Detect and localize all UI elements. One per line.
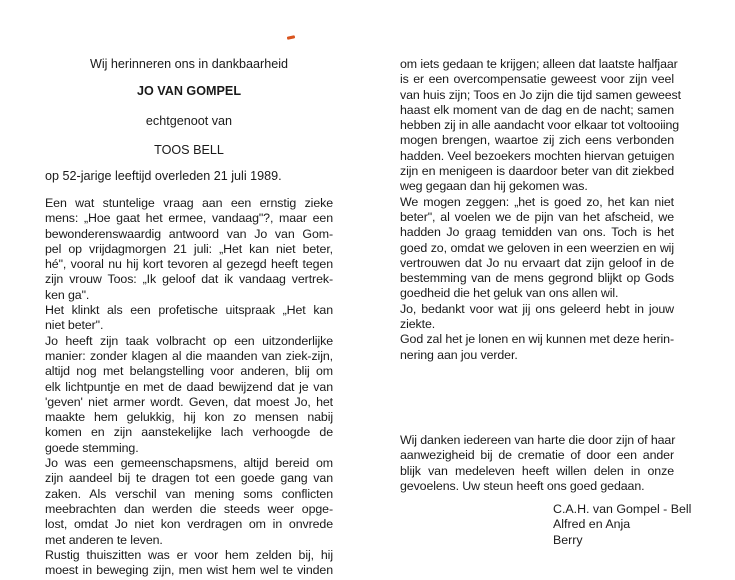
- text-line: We mogen zeggen: „het is goed zo, het kan niet: [400, 194, 674, 209]
- text-line: met anderen te leven.: [45, 532, 163, 547]
- text-line: mogen brengen, waartoe zij zich eens verbonden: [400, 133, 674, 148]
- signatures: [553, 502, 713, 548]
- thanks-line: Wij danken iedereen van harte die door zijn of haar: [400, 433, 676, 447]
- thanks-line: blijk van medeleven heeft willen delen in onze: [400, 463, 674, 478]
- text-line: ken ga".: [45, 287, 90, 302]
- death-line: op 52-jarige leeftijd overleden 21 juli 1989.: [45, 169, 282, 183]
- signature-line: Berry: [553, 532, 583, 547]
- text-line: Rustig thuiszitten was er voor hem zelden bij, hij: [45, 547, 333, 562]
- text-line: manier: zonder klagen al die maanden van ziek-zijn,: [45, 348, 333, 363]
- text-line: hé", vooral nu hij kort tevoren al gezegd heeft tegen: [45, 257, 333, 272]
- text-line: hebben zij in alle aandacht voor elkaar tot voltooiing: [400, 118, 680, 133]
- thanks-line: gevoelens. Uw steun heeft ons goed gedaan.: [400, 478, 645, 493]
- right-body-text: [400, 57, 681, 363]
- text-line: nering aan jou verder.: [400, 347, 518, 362]
- text-line: goedheid die het geluk van ons allen wil.: [400, 286, 619, 301]
- text-line: God zal het je lonen en wij kunnen met deze herin-: [400, 332, 674, 347]
- text-line: beter", al voelen we de pijn van het afscheid, we: [400, 209, 674, 224]
- text-line: haast elk moment van de dag en de nacht; samen: [400, 102, 674, 117]
- text-line: bestemming van de mens gegrond blijkt op Gods: [400, 271, 674, 286]
- text-line: vertrouwen dat Jo nu ervaart dat zijn geloof in de: [400, 255, 674, 270]
- text-line: altijd nog met belangstelling voor anderen, blij om: [45, 364, 333, 379]
- text-line: zaken. Als verschil van mening soms conflicten: [45, 486, 333, 501]
- text-line: 'geven' niet armer wordt. Geven, dat moest Jo, het: [45, 394, 333, 409]
- text-line: goed zo, omdat we geloven in een weerzien en wij: [400, 240, 674, 255]
- text-line: komen en zijn aanstekelijke lach verhoogde de: [45, 425, 333, 440]
- text-line: pel op vrijdagmorgen 21 juli: „Het kan niet beter,: [45, 241, 333, 256]
- text-line: ziekte.: [400, 317, 436, 332]
- text-line: moest in beweging zijn, men wist hem wel te vinden: [45, 563, 333, 578]
- text-line: maakte hem gelukkig, hij kon zo mensen nabij: [45, 410, 333, 425]
- text-line: Jo, bedankt voor wat jij ons geleerd hebt in jouw: [400, 301, 674, 316]
- intro-line: Wij herinneren ons in dankbaarheid: [89, 57, 289, 71]
- thanks-line: aanwezigheid bij de crematie of door een ander: [400, 448, 674, 463]
- text-line: elk lichtpuntje en met de daad bewijzend dat je van: [45, 379, 333, 394]
- left-body-text: [45, 196, 333, 578]
- spouse-name: TOOS BELL: [154, 143, 224, 157]
- text-line: lost, omdat Jo niet kon verdragen om in onvrede: [45, 517, 333, 532]
- text-line: is er een overcompensatie geweest voor zijn veel: [400, 72, 674, 87]
- text-line: goede stemming.: [45, 440, 139, 455]
- text-line: Een wat stuntelige vraag aan een ernstig zieke: [45, 196, 333, 210]
- signature-line: C.A.H. van Gompel - Bell: [553, 502, 692, 516]
- text-line: niet beter".: [45, 318, 104, 333]
- spouse-label: echtgenoot van: [145, 114, 233, 128]
- signature-line: Alfred en Anja: [553, 517, 631, 532]
- text-line: om iets gedaan te krijgen; alleen dat laatste halfjaar: [400, 57, 678, 71]
- text-line: bewonderenswaardig antwoord van Jo van Gom-: [45, 226, 333, 241]
- text-line: meebrachten dan werden die steeds weer opge-: [45, 501, 333, 516]
- deceased-name: JO VAN GOMPEL: [136, 84, 242, 98]
- text-line: zijn aandeel bij te dragen tot een goede gang van: [45, 471, 333, 486]
- text-line: zijn en menigeen is daardoor beter van dit ziekbed: [400, 164, 674, 179]
- text-line: Het klinkt als een profetische uitspraak „Het kan: [45, 303, 333, 318]
- text-line: zijn vrouw Toos: „Ik geloof dat ik vandaag vertrek-: [45, 272, 333, 287]
- text-line: van huis zijn; Toos en Jo zijn die tijd samen geweest: [400, 87, 681, 102]
- text-line: hadden. Veel bezoekers mochten hiervan getuigen: [400, 148, 675, 163]
- thanks-text: [400, 433, 674, 494]
- text-line: Jo was een gemeenschapsmens, altijd bereid om: [45, 456, 333, 471]
- text-line: hadden Jo graag temidden van ons. Toch is het: [400, 225, 674, 240]
- fold-mark: [287, 35, 295, 40]
- text-line: Jo heeft zijn taak volbracht op een uitzonderlijke: [45, 333, 333, 348]
- text-line: mens: „Hoe gaat het ermee, vandaag"?, maar een: [45, 211, 333, 226]
- text-line: weg gegaan dan hij gekomen was.: [400, 179, 588, 194]
